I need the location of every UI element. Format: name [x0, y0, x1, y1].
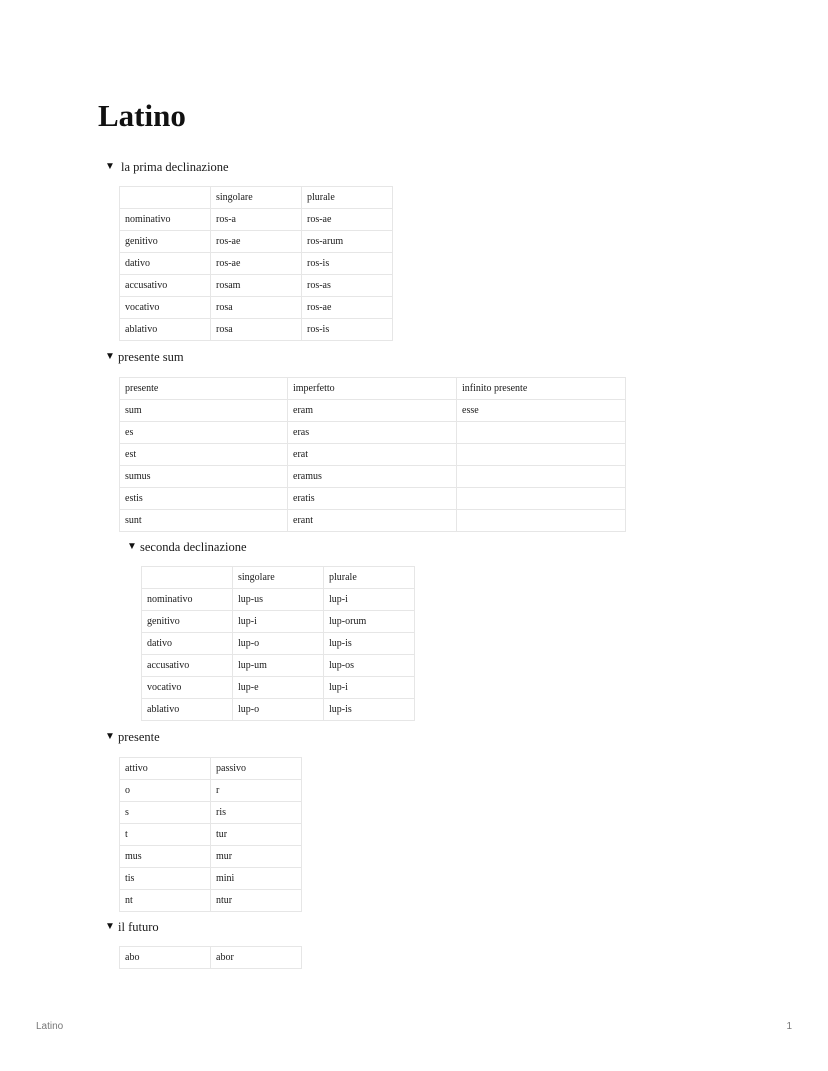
table-row [142, 611, 415, 633]
table-cell [457, 510, 626, 532]
table-cell: lup-is [324, 633, 415, 655]
table-row [142, 655, 415, 677]
table-row [120, 758, 302, 780]
table-presente-sum [119, 377, 626, 532]
table-row [120, 275, 393, 297]
table-cell: infinito presente [457, 378, 626, 400]
table-row [120, 444, 626, 466]
table-row [142, 589, 415, 611]
table-cell: rosa [211, 297, 302, 319]
table-row [120, 253, 393, 275]
toggle-label: la prima declinazione [121, 160, 229, 174]
table-cell: ablativo [142, 699, 233, 721]
table-cell: genitivo [142, 611, 233, 633]
table-cell: r [211, 780, 302, 802]
table-row [120, 510, 626, 532]
table-cell: eratis [288, 488, 457, 510]
table-cell: es [120, 422, 288, 444]
toggle-label: presente sum [118, 350, 184, 364]
table-cell: estis [120, 488, 288, 510]
table-cell: ros-is [302, 253, 393, 275]
table-row [120, 422, 626, 444]
toggle-prima-declinazione[interactable] [105, 158, 229, 176]
table-cell: accusativo [142, 655, 233, 677]
table-cell: abor [211, 947, 302, 969]
table-cell: eramus [288, 466, 457, 488]
table-row [142, 633, 415, 655]
table-cell: lup-us [233, 589, 324, 611]
table-il-futuro [119, 946, 302, 969]
table-cell: eras [288, 422, 457, 444]
triangle-down-icon[interactable]: ▼ [127, 541, 137, 552]
table-row [120, 400, 626, 422]
table-cell: dativo [142, 633, 233, 655]
table-cell: erant [288, 510, 457, 532]
table-cell: vocativo [142, 677, 233, 699]
table-row [142, 699, 415, 721]
table-cell: ros-arum [302, 231, 393, 253]
table-cell: esse [457, 400, 626, 422]
triangle-down-icon[interactable]: ▼ [105, 921, 115, 932]
table-cell: sum [120, 400, 288, 422]
table-cell: mini [211, 868, 302, 890]
toggle-label: seconda declinazione [140, 540, 247, 554]
table-row [120, 231, 393, 253]
table-cell: plurale [324, 567, 415, 589]
page-title: Latino [98, 98, 186, 133]
table-cell: imperfetto [288, 378, 457, 400]
table-cell: abo [120, 947, 211, 969]
table-row [120, 488, 626, 510]
table-cell: lup-orum [324, 611, 415, 633]
table-row [120, 209, 393, 231]
table-cell: genitivo [120, 231, 211, 253]
table-cell: ablativo [120, 319, 211, 341]
table-cell: lup-o [233, 699, 324, 721]
triangle-down-icon[interactable]: ▼ [105, 351, 115, 362]
table-row [120, 187, 393, 209]
table-cell: ros-as [302, 275, 393, 297]
table-cell: singolare [233, 567, 324, 589]
table-cell: lup-i [233, 611, 324, 633]
table-cell: attivo [120, 758, 211, 780]
table-cell [457, 422, 626, 444]
toggle-seconda-declinazione[interactable] [127, 538, 247, 556]
table-cell: ros-is [302, 319, 393, 341]
table-cell: rosam [211, 275, 302, 297]
table-cell: tur [211, 824, 302, 846]
table-cell: ris [211, 802, 302, 824]
table-cell: nominativo [142, 589, 233, 611]
table-row [120, 466, 626, 488]
table-cell: lup-i [324, 677, 415, 699]
triangle-down-icon[interactable]: ▼ [105, 731, 115, 742]
table-cell: ros-ae [302, 297, 393, 319]
table-cell [120, 187, 211, 209]
table-cell: nt [120, 890, 211, 912]
table-cell: sunt [120, 510, 288, 532]
table-row [120, 824, 302, 846]
table-cell: mus [120, 846, 211, 868]
table-cell [457, 444, 626, 466]
table-presente [119, 757, 302, 912]
table-row [120, 802, 302, 824]
table-cell: est [120, 444, 288, 466]
toggle-presente[interactable] [105, 728, 160, 746]
table-cell: nominativo [120, 209, 211, 231]
table-row [120, 780, 302, 802]
table-row [120, 868, 302, 890]
footer-title: Latino [36, 1021, 64, 1032]
table-cell: t [120, 824, 211, 846]
table-cell [142, 567, 233, 589]
table-row [120, 297, 393, 319]
table-cell: erat [288, 444, 457, 466]
table-cell: sumus [120, 466, 288, 488]
table-cell: o [120, 780, 211, 802]
table-cell [457, 466, 626, 488]
table-row [142, 677, 415, 699]
table-cell: lup-i [324, 589, 415, 611]
toggle-presente-sum[interactable] [105, 348, 184, 366]
table-cell: ros-ae [211, 253, 302, 275]
table-cell: tis [120, 868, 211, 890]
table-row [120, 890, 302, 912]
toggle-label: il futuro [118, 920, 159, 934]
table-cell: ros-ae [211, 231, 302, 253]
table-cell: lup-um [233, 655, 324, 677]
table-cell: passivo [211, 758, 302, 780]
table-cell: vocativo [120, 297, 211, 319]
table-cell: dativo [120, 253, 211, 275]
table-cell: rosa [211, 319, 302, 341]
page-number: 1 [786, 1021, 792, 1032]
table-cell: accusativo [120, 275, 211, 297]
toggle-il-futuro[interactable] [105, 918, 159, 936]
table-cell: ros-a [211, 209, 302, 231]
table-row [142, 567, 415, 589]
table-cell: lup-is [324, 699, 415, 721]
toggle-label: presente [118, 730, 160, 744]
table-cell: ntur [211, 890, 302, 912]
table-prima-declinazione [119, 186, 393, 341]
triangle-down-icon[interactable]: ▼ [105, 161, 115, 172]
table-row [120, 378, 626, 400]
table-cell: lup-o [233, 633, 324, 655]
table-cell: eram [288, 400, 457, 422]
table-cell: presente [120, 378, 288, 400]
table-cell: s [120, 802, 211, 824]
table-row [120, 947, 302, 969]
table-cell: lup-e [233, 677, 324, 699]
table-cell: lup-os [324, 655, 415, 677]
table-cell: mur [211, 846, 302, 868]
table-cell: ros-ae [302, 209, 393, 231]
table-cell: singolare [211, 187, 302, 209]
table-row [120, 319, 393, 341]
table-cell: plurale [302, 187, 393, 209]
table-row [120, 846, 302, 868]
table-seconda-declinazione [141, 566, 415, 721]
table-cell [457, 488, 626, 510]
